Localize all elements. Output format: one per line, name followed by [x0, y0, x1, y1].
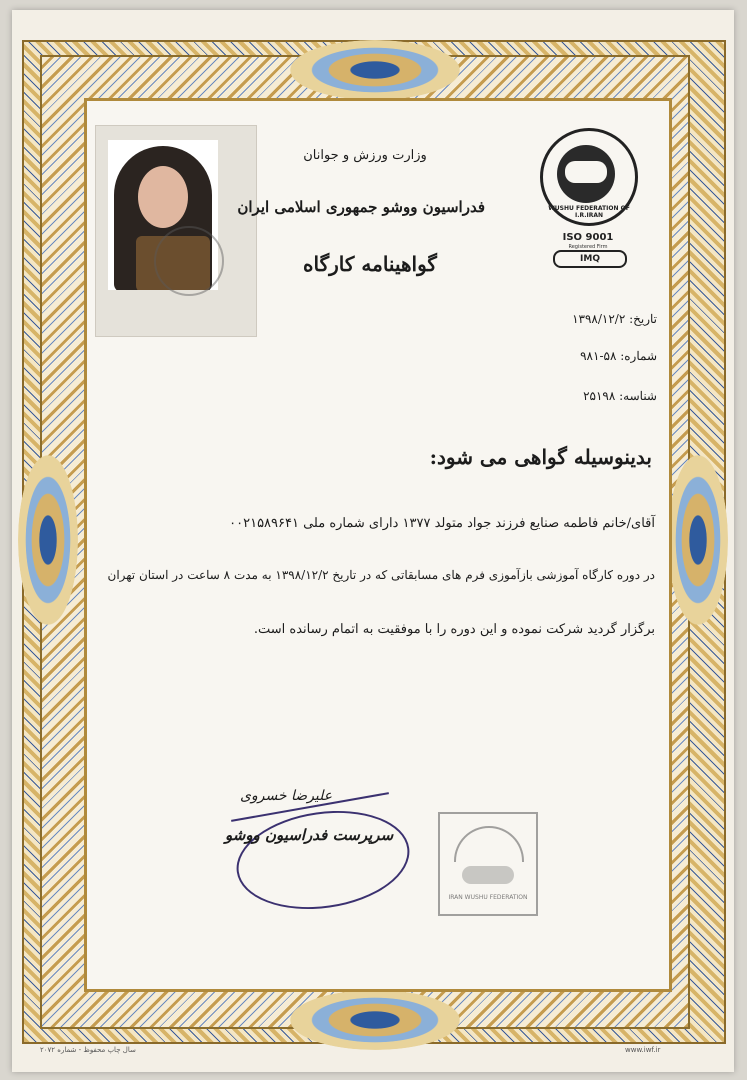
right-medallion: [668, 455, 728, 625]
certificate-date: تاریخ: ۱۳۹۸/۱۲/۲: [572, 312, 657, 326]
photo-frame: [95, 125, 257, 337]
stamp-text: IRAN WUSHU FEDERATION: [448, 894, 528, 901]
federation-stamp: [438, 812, 538, 916]
federation-name: فدراسیون ووشو جمهوری اسلامی ایران: [237, 198, 485, 216]
iso-sub-label: Registered Firm: [568, 244, 608, 250]
completion-line: برگزار گردید شرکت نموده و این دوره را با موفقیت به اتمام رسانده است.: [253, 622, 655, 637]
certificate-title: گواهینامه کارگاه: [303, 252, 437, 276]
recipient-line: آقای/خانم فاطمه صنایع فرزند جواد متولد ۱۳۷۷ دارای شماره ملی ۰۰۲۱۵۸۹۶۴۱: [229, 516, 655, 531]
logo-ring-text: WUSHU FEDERATION OF I.R.IRAN: [548, 205, 630, 219]
signatory-title: سرپرست فدراسیون ووشو: [225, 826, 394, 844]
photo-stamp: [154, 226, 224, 296]
top-medallion: [290, 40, 460, 100]
certificate-number: شماره: ۵۸-۹۸۱: [580, 349, 657, 363]
ministry-name: وزارت ورزش و جوانان: [303, 148, 427, 163]
footer-print-info: سال چاپ محفوظ - شماره ۲۰۷۲: [40, 1046, 136, 1054]
iso-label: ISO 9001: [562, 232, 614, 243]
attestation-heading: بدینوسیله گواهی می شود:: [429, 445, 652, 469]
left-medallion: [18, 455, 78, 625]
federation-logo: [540, 128, 638, 226]
bottom-medallion: [290, 990, 460, 1050]
signatory-name: علیرضا خسروی: [240, 788, 333, 804]
course-line: در دوره کارگاه آموزشی بازآموزی فرم های مسابقاتی که در تاریخ ۱۳۹۸/۱۲/۲ به مدت ۸ ساعت در استان تهران: [107, 568, 655, 582]
imq-badge: IMQ: [553, 250, 627, 268]
footer-website: www.iwf.ir: [625, 1046, 661, 1054]
certificate-id: شناسه: ۲۵۱۹۸: [583, 389, 657, 403]
